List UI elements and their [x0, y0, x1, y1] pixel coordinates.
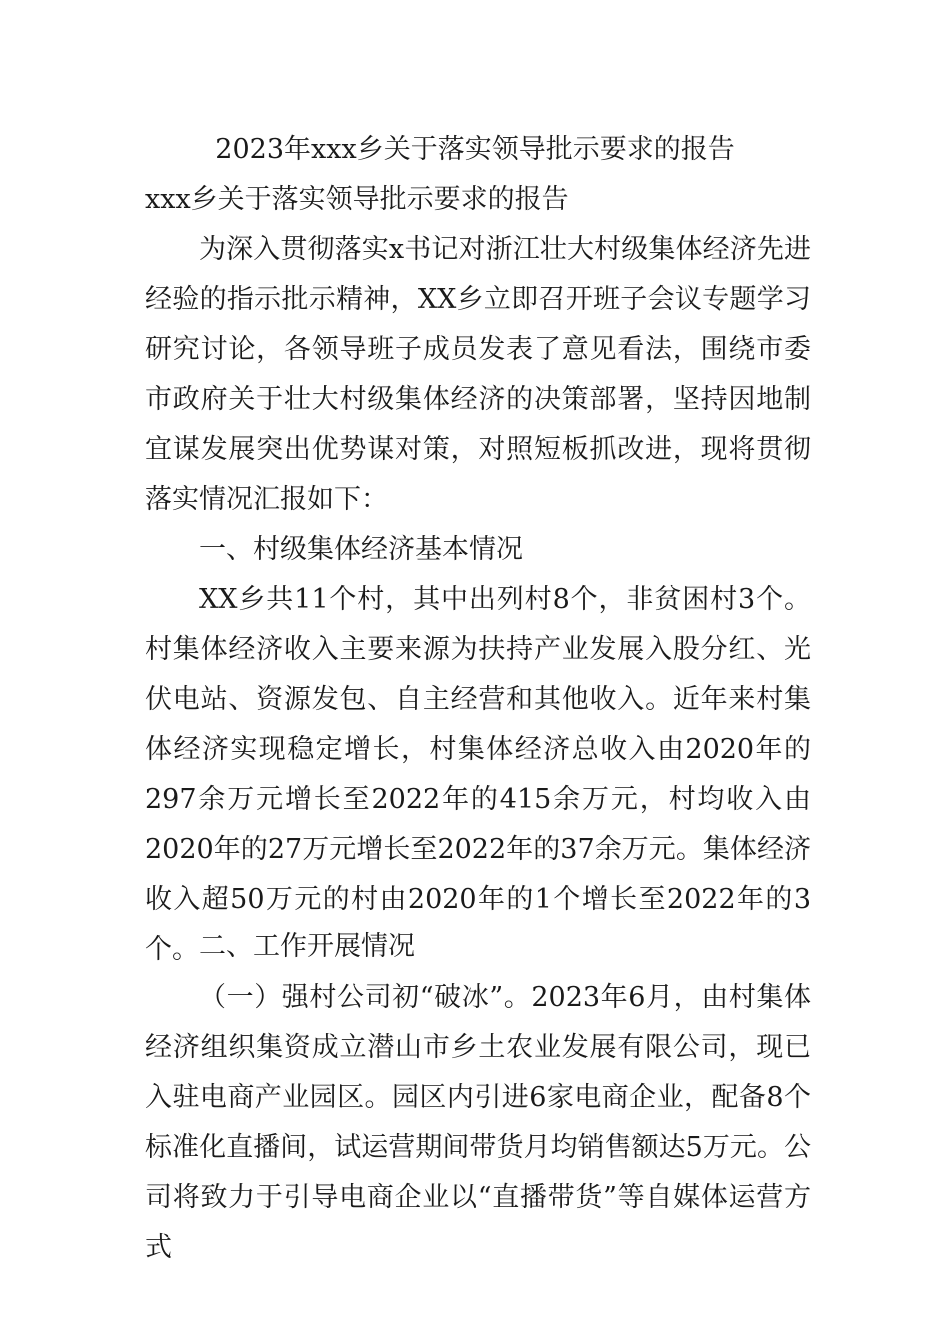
document-title: 2023年xxx乡关于落实领导批示要求的报告	[215, 134, 735, 165]
section-2-heading: 二、工作开展情况	[199, 931, 415, 962]
intro-paragraph: 为深入贯彻落实x书记对浙江壮大村级集体经济先进经验的指示批示精神，XX乡立即召开班子会议专题学习研究讨论，各领导班子成员发表了意见看法，围绕市委市政府关于壮大村级集体经济的决策部署，坚持因地制宜谋发展突出优势谋对策，对照短板抓改进，现将贯彻落实情况汇报如下：	[145, 234, 811, 515]
section-1-heading: 一、村级集体经济基本情况	[199, 534, 523, 565]
section-1-paragraph: XX乡共11个村，其中出列村8个，非贫困村3个。村集体经济收入主要来源为扶持产业发展入股分红、光伏电站、资源发包、自主经营和其他收入。近年来村集体经济实现稳定增长，村集体经济总收入由2020年的297余万元增长至2022年的415余万元，村均收入由2020年的27万元增长至2022年的37余万元。集体经济收入超50万元的村由2020年的1个增长至2022年的3个。	[145, 584, 811, 965]
section-2-paragraph: （一）强村公司初“破冰”。2023年6月，由村集体经济组织集资成立潜山市乡土农业发展有限公司，现已入驻电商产业园区。园区内引进6家电商企业，配备8个标准化直播间，试运营期间带货月均销售额达5万元。公司将致力于引导电商企业以“直播带货”等自媒体运营方式	[145, 982, 811, 1263]
document-subtitle: xxx乡关于落实领导批示要求的报告	[145, 184, 569, 215]
